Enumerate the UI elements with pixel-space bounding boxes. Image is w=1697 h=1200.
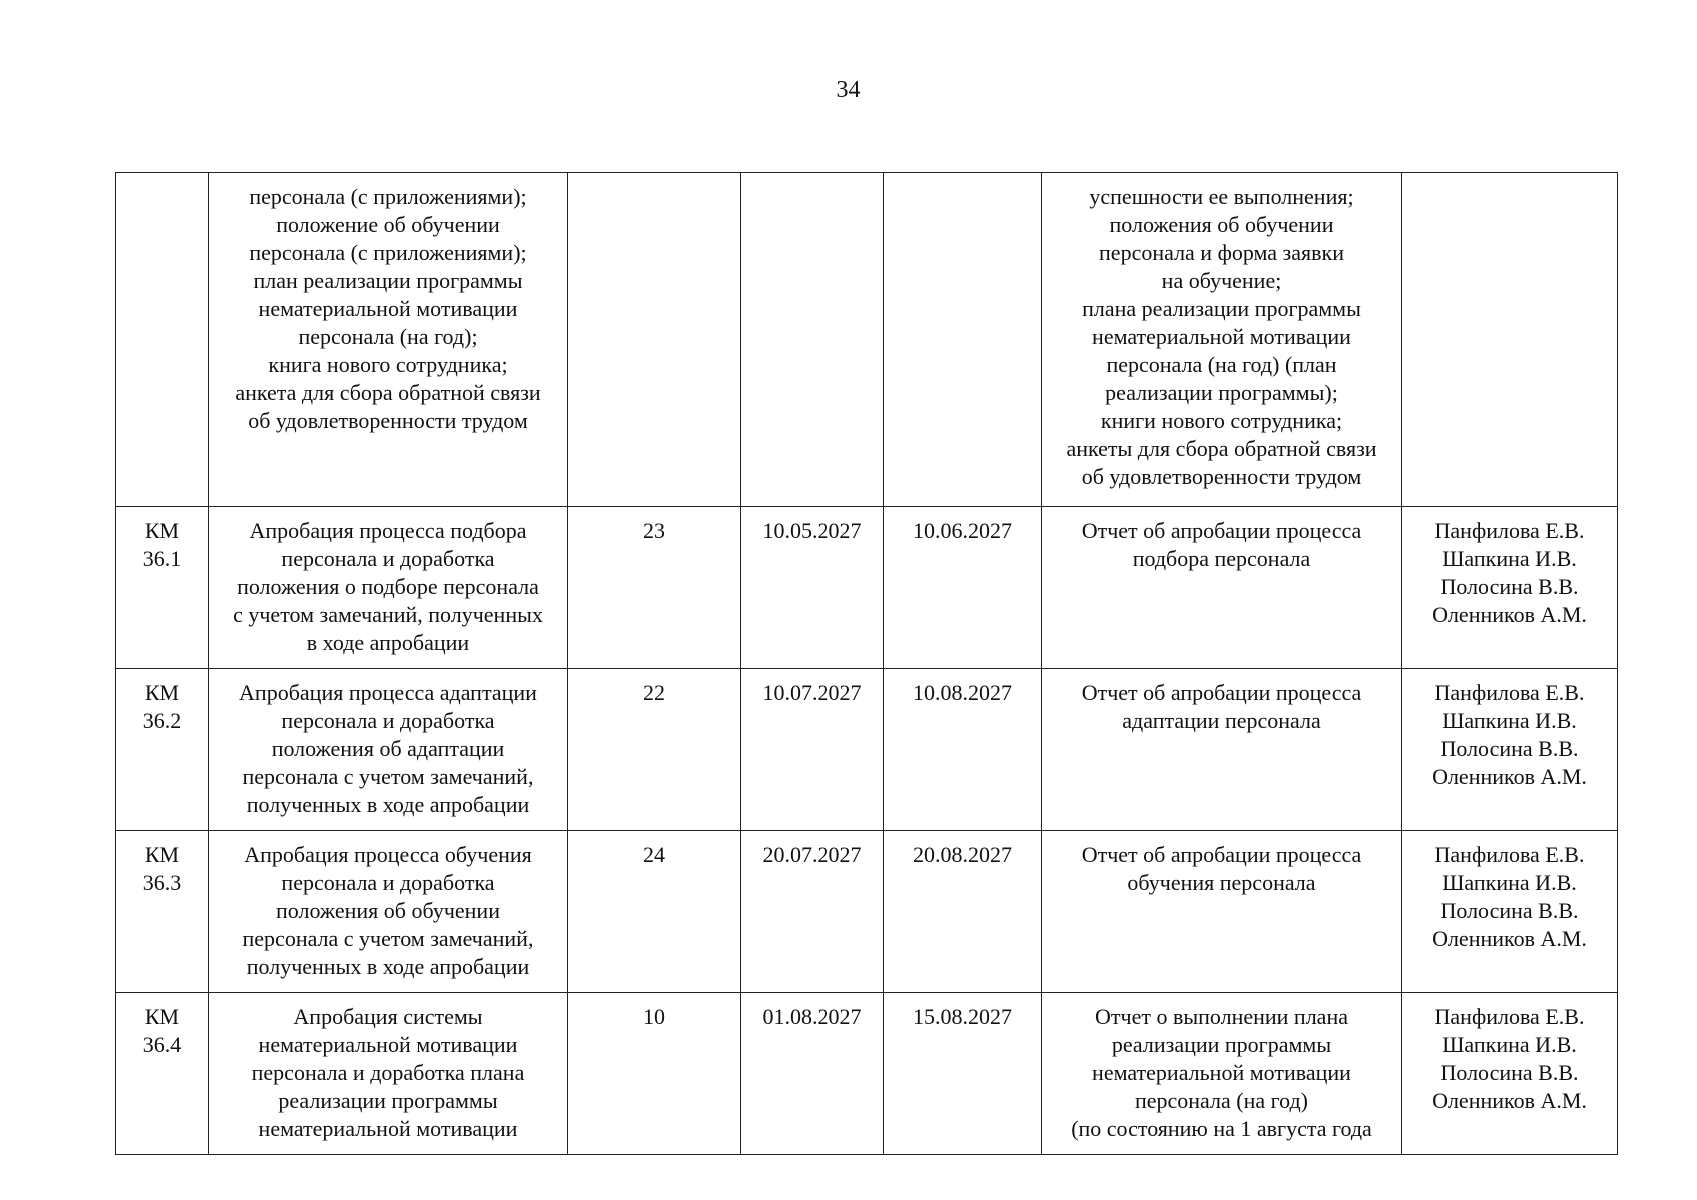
responsible-cell: Панфилова Е.В. Шапкина И.В. Полосина В.В. Оленников А.М.	[1402, 507, 1618, 669]
table-row	[116, 831, 1618, 993]
table-row	[116, 669, 1618, 831]
code-cell	[116, 173, 209, 507]
duration-cell: 10	[568, 993, 741, 1155]
end-date-cell: 15.08.2027	[884, 993, 1042, 1155]
duration-cell: 23	[568, 507, 741, 669]
end-date-cell	[884, 173, 1042, 507]
end-date-cell: 10.06.2027	[884, 507, 1042, 669]
responsible-cell: Панфилова Е.В. Шапкина И.В. Полосина В.В. Оленников А.М.	[1402, 669, 1618, 831]
start-date-cell	[741, 173, 884, 507]
task-name-cell: Апробация процесса подбора персонала и доработка положения о подборе персонала с учетом замечаний, полученных в ходе апробации	[209, 507, 568, 669]
plan-table	[115, 172, 1618, 1155]
duration-cell	[568, 173, 741, 507]
end-date-cell: 10.08.2027	[884, 669, 1042, 831]
table-row	[116, 993, 1618, 1155]
task-name-cell: Апробация системы нематериальной мотивации персонала и доработка плана реализации программы нематериальной мотивации	[209, 993, 568, 1155]
start-date-cell: 10.07.2027	[741, 669, 884, 831]
task-name-cell: Апробация процесса адаптации персонала и доработка положения об адаптации персонала с учетом замечаний, полученных в ходе апробации	[209, 669, 568, 831]
task-name-cell: персонала (с приложениями); положение об обучении персонала (с приложениями); план реализации программы нематериальной мотивации персонала (на год); книга нового сотрудника; анкета для сбора обратной связи об удовлетворенности трудом	[209, 173, 568, 507]
code-cell: КМ 36.4	[116, 993, 209, 1155]
result-cell: Отчет об апробации процесса адаптации персонала	[1042, 669, 1402, 831]
result-cell: Отчет о выполнении плана реализации программы нематериальной мотивации персонала (на год) (по состоянию на 1 августа года	[1042, 993, 1402, 1155]
code-cell: КМ 36.3	[116, 831, 209, 993]
start-date-cell: 10.05.2027	[741, 507, 884, 669]
result-cell: успешности ее выполнения; положения об обучении персонала и форма заявки на обучение; плана реализации программы нематериальной мотивации персонала (на год) (план реализации программы); книги нового сотрудника; анкеты для сбора обратной связи об удовлетворенности трудом	[1042, 173, 1402, 507]
responsible-cell: Панфилова Е.В. Шапкина И.В. Полосина В.В. Оленников А.М.	[1402, 831, 1618, 993]
result-cell: Отчет об апробации процесса подбора персонала	[1042, 507, 1402, 669]
duration-cell: 24	[568, 831, 741, 993]
responsible-cell: Панфилова Е.В. Шапкина И.В. Полосина В.В. Оленников А.М.	[1402, 993, 1618, 1155]
code-cell: КМ 36.1	[116, 507, 209, 669]
end-date-cell: 20.08.2027	[884, 831, 1042, 993]
duration-cell: 22	[568, 669, 741, 831]
responsible-cell	[1402, 173, 1618, 507]
start-date-cell: 20.07.2027	[741, 831, 884, 993]
table-row	[116, 507, 1618, 669]
task-name-cell: Апробация процесса обучения персонала и доработка положения об обучении персонала с учетом замечаний, полученных в ходе апробации	[209, 831, 568, 993]
table-row	[116, 173, 1618, 507]
start-date-cell: 01.08.2027	[741, 993, 884, 1155]
result-cell: Отчет об апробации процесса обучения персонала	[1042, 831, 1402, 993]
page-number: 34	[836, 77, 861, 103]
code-cell: КМ 36.2	[116, 669, 209, 831]
